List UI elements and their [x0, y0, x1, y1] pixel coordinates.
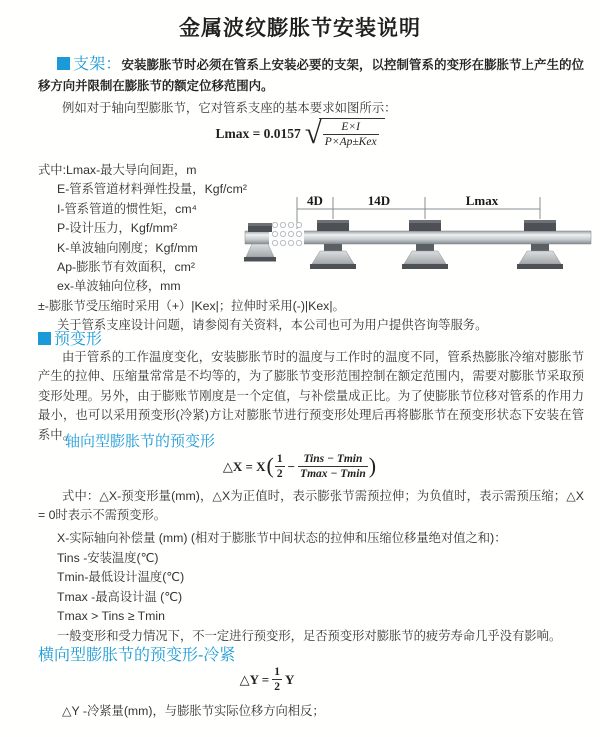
def-line: ex-单波轴向位移，mm — [57, 279, 181, 294]
def-line: E-管系管道材料弹性投量，Kgf/cm² — [57, 182, 247, 197]
fraction-numerator: E×I — [341, 121, 360, 133]
axial-definitions — [57, 529, 561, 647]
pipe-support-diagram — [240, 192, 596, 287]
axial-explain-text: 式中：△X-预变形量(mm)，△X为正值时，表示膨张节需预拉伸；为负值时，表示需预压缩；△X = 0时表示不需预变形。 — [38, 489, 584, 523]
dim-label-4d: 4D — [307, 193, 323, 208]
open-paren: ( — [266, 452, 274, 478]
def-line: 关于管系支座设计问题，请参阅有关资料，本公司也可为用户提供咨询等服务。 — [57, 318, 488, 333]
lateral-subsection-heading: 横向型膨胀节的预变形-冷紧 — [38, 647, 236, 664]
formula-lhs: Lmax = 0.0157 — [215, 125, 301, 141]
def-line: ±-膨胀节受压缩时采用（+）|Kex|；拉伸时采用(-)|Kex|。 — [38, 298, 345, 313]
guide-support — [402, 220, 448, 269]
lateral-formula — [0, 665, 567, 695]
fraction — [275, 452, 285, 482]
page-title: 金属波纹膨胀节安装说明 — [179, 17, 421, 40]
bellows-icon — [269, 222, 304, 246]
fraction-numerator: 1 — [274, 666, 280, 678]
predeform-heading-label: 预变形 — [54, 331, 103, 348]
def-line: I-管系管道的惯性矩，cm⁴ — [57, 201, 197, 216]
minus-sign: − — [287, 458, 296, 474]
predeform-body-text: 由于管系的工作温度变化，安装膨胀节时的温度与工作时的温度不同，管系热膨胀冷缩对膨胀节产生的拉伸、压缩量常常是不均等的，为了膨胀节变形范围控制在额定范围内，需要对膨胀节采取预变形处理。另外，由于膨账节刚度是一个定值，与补偿量成正比。为了使膨胀节位移对管系的作用力最小，也可以采用预变形(冷紧)方让对膨胀节进行预变形处理后再将膨胀节在预变形状态下安装在管系中。 — [38, 350, 584, 442]
radical-sign: √ — [304, 115, 322, 151]
formula-lhs: △X = X — [222, 458, 266, 474]
def-line: Tins -安装温度(℃) — [57, 550, 159, 565]
def-line: Tmax -最高设计温 (℃) — [57, 589, 183, 604]
support-heading-label: 支架： — [73, 56, 122, 73]
fraction-denominator: 2 — [276, 468, 283, 481]
lateral-note-text: △Y -冷紧量(mm)，与膨胀节实际位移方向相反； — [62, 704, 325, 718]
support-example-text: 例如对于轴向型膨胀节，它对管系支座的基本要求如图所示： — [62, 101, 397, 115]
def-line: 一般变形和受力情况下，不一定进行预变形，足否预变形对膨胀节的疲劳寿命几乎没有影响。 — [57, 628, 562, 643]
def-line: K-单波轴向刚度；Kgf/mm — [57, 240, 198, 255]
fraction-denominator: P×Ap±Kex — [324, 136, 377, 149]
formula-lhs: △Y = — [239, 671, 270, 687]
radicand — [319, 118, 385, 150]
fraction-denominator: 2 — [274, 681, 280, 694]
axial-formula — [0, 452, 600, 482]
dim-label-lmax: Lmax — [465, 193, 499, 208]
fraction-numerator: 1 — [276, 453, 283, 465]
guide-support — [310, 220, 356, 269]
fraction-numerator: Tins − Tmin — [303, 453, 363, 465]
diagram-svg — [240, 192, 596, 287]
def-line: 式中:Lmax-最大导向间距，m — [38, 163, 197, 177]
support-intro-text: 安装膨胀节时必须在管系上安装必要的支架，以控制管系的变形在膨胀节上产生的位移方向并限制在膨胀节的额定位移范围内。 — [38, 58, 584, 93]
def-line: Tmax > Tins ≥ Tmin — [57, 609, 165, 624]
def-line: Ap-膨胀节有效面积，cm² — [57, 260, 195, 275]
axial-subsection-heading: 轴向型膨胀节的预变形 — [65, 433, 216, 450]
fraction-denominator: Tmax − Tmin — [300, 468, 366, 481]
guide-support — [517, 220, 563, 269]
def-line: Tmin-最低设计温度(℃) — [57, 570, 185, 585]
formula-rhs: Y — [284, 671, 295, 687]
predeform-section-heading — [38, 326, 102, 349]
section-marker-icon — [38, 332, 51, 345]
lmax-formula — [0, 115, 600, 151]
fraction — [272, 665, 282, 695]
close-paren: ) — [368, 452, 377, 478]
dim-label-14d: 14D — [367, 193, 391, 208]
def-line: X-实际轴向补偿量 (mm) (相对于膨胀节中间状态的拉伸和压缩位移量绝对值之和)： — [57, 531, 507, 545]
support-section-heading — [38, 55, 584, 96]
def-line: P-设计压力，Kgf/mm² — [57, 221, 178, 236]
fraction — [298, 452, 368, 482]
fraction — [323, 120, 379, 150]
section-marker-icon — [57, 57, 70, 70]
